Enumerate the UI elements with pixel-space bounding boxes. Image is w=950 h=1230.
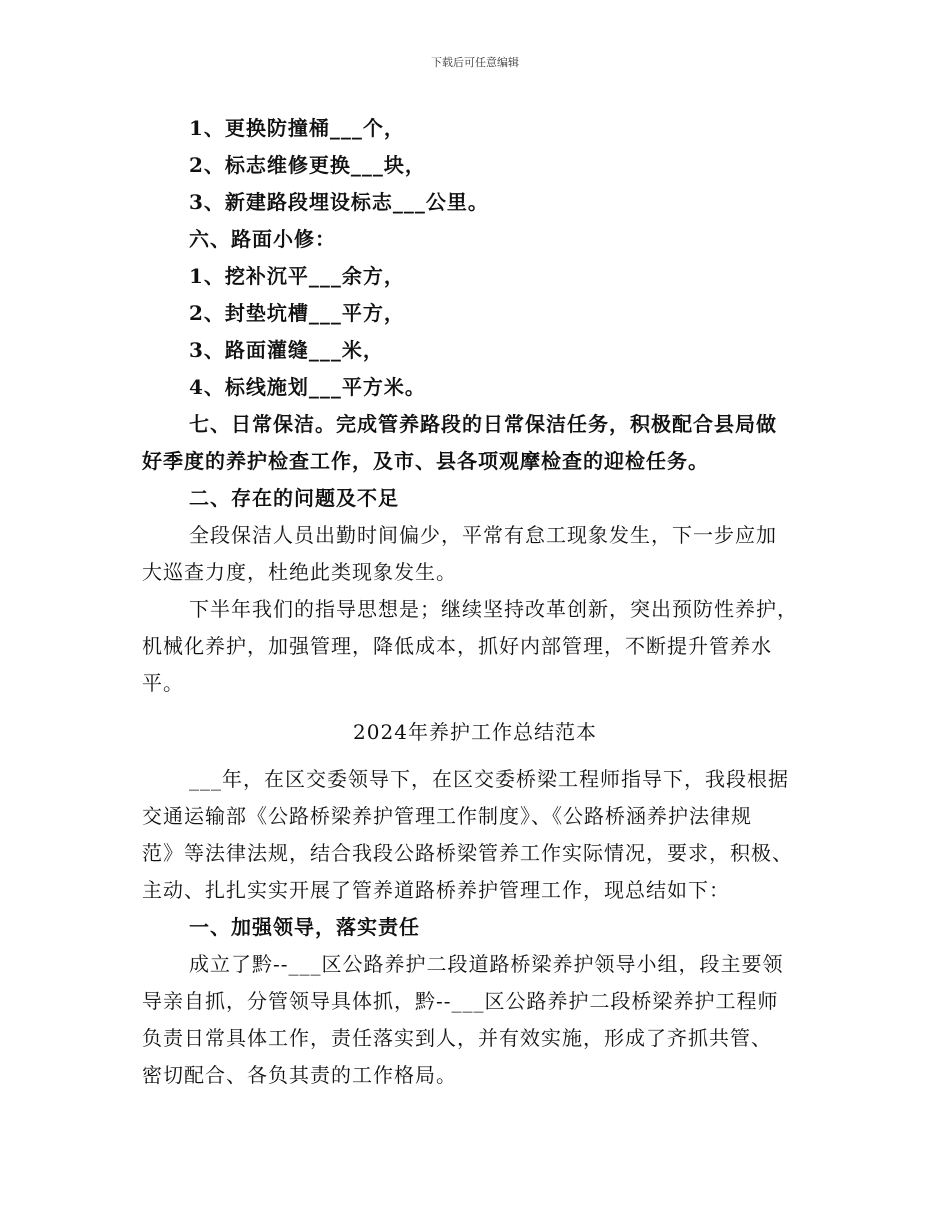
paragraph-line: 机械化养护，加强管理，降低成本，抓好内部管理，不断提升管养水 xyxy=(142,634,772,658)
list-item: 2、标志维修更换___块， xyxy=(189,153,426,177)
list-item: 1、挖补沉平___余方， xyxy=(189,264,405,288)
paragraph-line: 大巡查力度，杜绝此类现象发生。 xyxy=(142,560,457,584)
paragraph-line: 全段保洁人员出勤时间偏少，平常有怠工现象发生，下一步应加 xyxy=(189,523,777,547)
list-item: 2、封垫坑槽___平方， xyxy=(189,301,405,325)
paragraph-line: 平。 xyxy=(142,671,184,695)
paragraph-line: 七、日常保洁。完成管养路段的日常保洁任务，积极配合县局做 xyxy=(189,412,777,436)
list-item: 1、更换防撞桶___个， xyxy=(189,116,405,140)
section-heading: 六、路面小修： xyxy=(189,227,336,251)
section-heading: 一、加强领导，落实责任 xyxy=(189,915,420,939)
paragraph-line: 负责日常具体工作，责任落实到人，并有效实施，形成了齐抓共管、 xyxy=(142,1026,772,1050)
list-item: 3、路面灌缝___米， xyxy=(189,338,384,362)
paragraph-line: 范》等法律法规，结合我段公路桥梁管养工作实际情况，要求，积极、 xyxy=(142,841,793,865)
paragraph-line: 成立了黔--___区公路养护二段道路桥梁养护领导小组，段主要领 xyxy=(189,952,784,976)
paragraph-line: 导亲自抓，分管领导具体抓，黔--___区公路养护二段桥梁养护工程师 xyxy=(142,989,779,1013)
paragraph-line: 交通运输部《公路桥梁养护管理工作制度》、《公路桥涵养护法律规 xyxy=(142,804,752,828)
paragraph-line: 主动、扎扎实实开展了管养道路桥养护管理工作，现总结如下： xyxy=(142,878,730,902)
list-item: 3、新建路段埋设标志___公里。 xyxy=(189,190,489,214)
paragraph-line: 密切配合、各负其责的工作格局。 xyxy=(142,1063,457,1087)
section-heading: 二、存在的问题及不足 xyxy=(189,486,399,510)
paragraph-line: ___年，在区交委领导下，在区交委桥梁工程师指导下，我段根据 xyxy=(189,767,789,791)
page-header: 下载后可任意编辑 xyxy=(431,56,519,69)
paragraph-line: 好季度的养护检查工作，及市、县各项观摩检查的迎检任务。 xyxy=(142,449,709,473)
list-item: 4、标线施划___平方米。 xyxy=(189,375,426,399)
document-title: 2024年养护工作总结范本 xyxy=(353,720,597,744)
paragraph-line: 下半年我们的指导思想是；继续坚持改革创新，突出预防性养护， xyxy=(189,597,798,621)
